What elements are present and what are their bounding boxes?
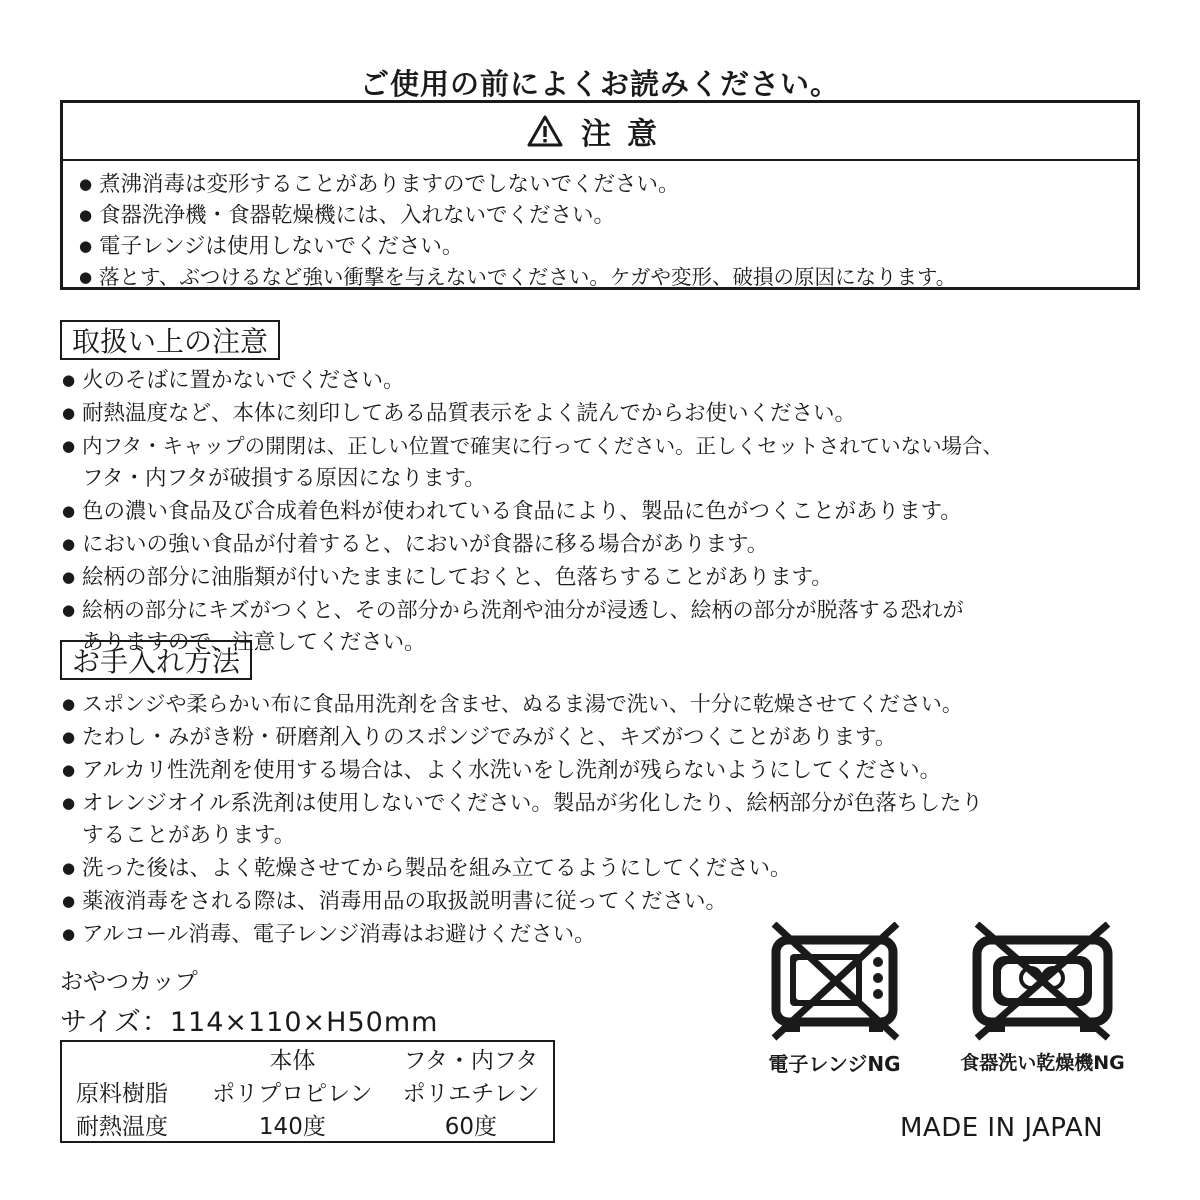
microwave-ng-icon [752,922,917,1042]
spec-table [60,1040,555,1143]
table-cell: ポリエチレン [402,1081,540,1107]
list-item: ● アルカリ性洗剤を使用する場合は、よく水洗いをし洗剤が残らないようにしてください。 [62,758,942,783]
caution-box [60,100,1140,290]
warning-icon [527,115,563,147]
table-cell: 本体 [269,1048,316,1074]
caution-header [63,103,1137,161]
list-item: ● 絵柄の部分にキズがつくと、その部分から洗剤や油分が浸透し、絵柄の部分が脱落する恐れが [62,598,964,622]
made-in-label: MADE IN JAPAN [900,1113,1104,1143]
dishwasher-ng-block [955,922,1130,1075]
list-item: ● オレンジオイル系洗剤は使用しないでください。製品が劣化したり、絵柄部分が色落ちしたり [62,791,983,816]
dishwasher-dryer-ng-icon [955,922,1130,1042]
list-item-continued: することがあります。 [82,823,296,848]
list-item: ● 食器洗浄機・食器乾燥機には、入れないでください。 [79,203,616,228]
product-name: おやつカップ [60,969,198,995]
list-item: ● スポンジや柔らかい布に食品用洗剤を含ませ、ぬるま湯で洗い、十分に乾燥させてください。 [62,692,963,716]
list-item-continued: フタ・内フタが破損する原因になります。 [82,466,486,491]
handling-list [62,364,1003,659]
table-cell: 60度 [444,1114,498,1140]
list-item: ● 絵柄の部分に油脂類が付いたままにしておくと、色落ちすることがあります。 [62,565,833,590]
table-cell [61,1041,196,1075]
dishwasher-ng-label: 食器洗い乾燥機NG [960,1052,1125,1074]
list-item: ● 色の濃い食品及び合成着色料が使われている食品により、製品に色がつくことがあります。 [62,499,962,524]
list-item: ● 薬液消毒をされる際は、消毒用品の取扱説明書に従ってください。 [62,889,728,914]
caution-title: 注意 [581,117,673,152]
list-item: ● 電子レンジは使用しないでください。 [79,234,464,259]
handling-section-title: 取扱い上の注意 [60,320,280,360]
microwave-ng-label: 電子レンジNG [768,1052,901,1076]
care-section-title: お手入れ方法 [60,640,252,680]
table-cell: ポリプロピレン [212,1081,373,1107]
table-cell: 原料樹脂 [76,1081,168,1107]
list-item: ● アルコール消毒、電子レンジ消毒はお避けください。 [62,922,596,947]
list-item: ● 内フタ・キャップの開閉は、正しい位置で確実に行ってください。正しくセットされていない場合、 [62,434,1004,458]
table-cell: 140度 [258,1114,326,1140]
care-list [62,688,983,951]
list-item: ● 火のそばに置かないでください。 [62,368,405,393]
table-header-row [61,1041,554,1075]
page-heading: ご使用の前によくお読みください。 [359,67,840,101]
microwave-ng-block [752,922,917,1077]
table-row [61,1075,554,1108]
product-size: サイズ：114×110×H50mm [60,1007,439,1038]
list-item: ● 落とす、ぶつけるなど強い衝撃を与えないでください。ケガや変形、破損の原因になります。 [79,265,957,289]
list-item-continued: ありますので、注意してください。 [82,630,426,655]
list-item: ● においの強い食品が付着すると、においが食器に移る場合があります。 [62,532,769,557]
caution-list [63,161,1137,293]
list-item: ● 洗った後は、よく乾燥させてから製品を組み立てるようにしてください。 [62,856,792,881]
table-row [61,1108,554,1142]
table-cell: フタ・内フタ [403,1048,539,1074]
list-item: ● 煮沸消毒は変形することがありますのでしないでください。 [79,172,680,197]
list-item: ● たわし・みがき粉・研磨剤入りのスポンジでみがくと、キズがつくことがあります。 [62,725,897,750]
list-item: ● 耐熱温度など、本体に刻印してある品質表示をよく読んでからお使いください。 [62,401,857,426]
table-cell: 耐熱温度 [76,1114,168,1140]
